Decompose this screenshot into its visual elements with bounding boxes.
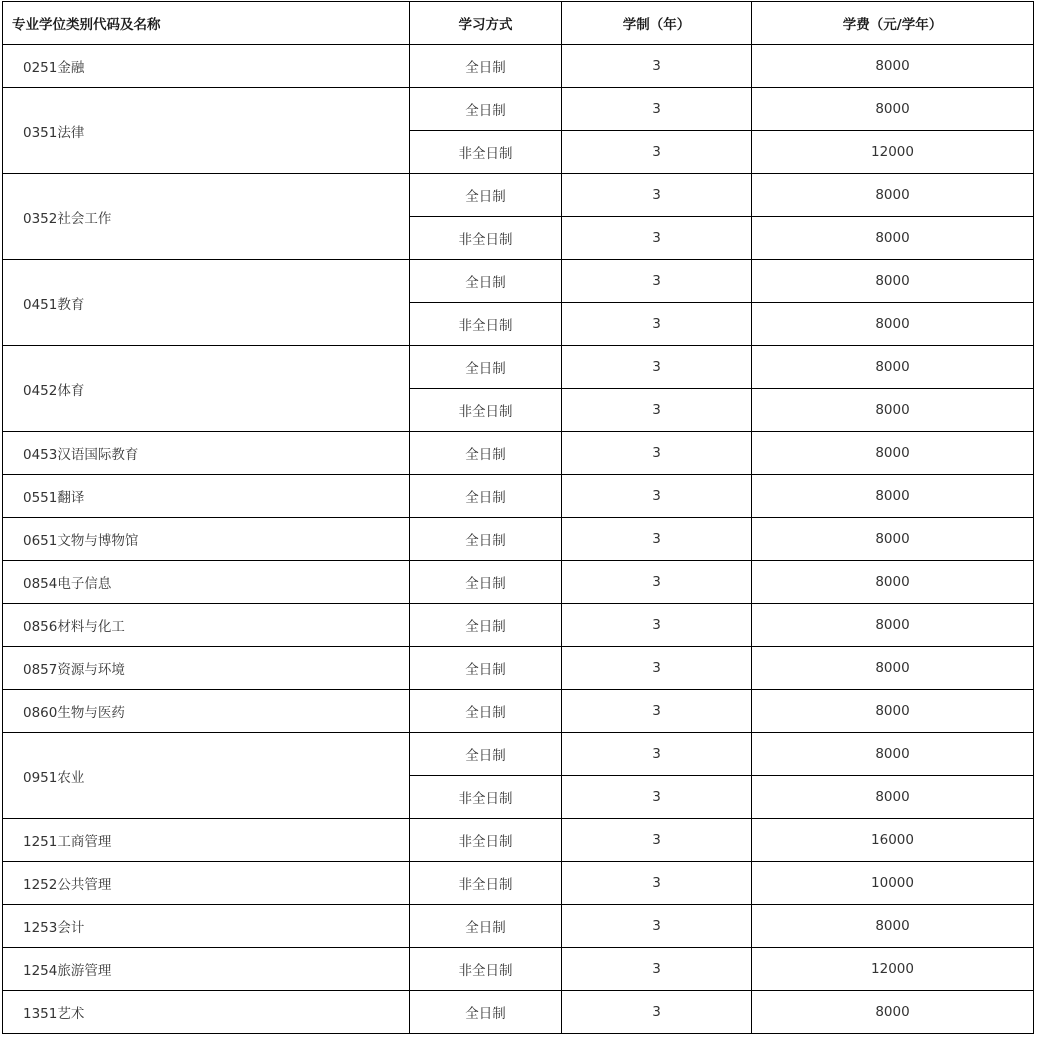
program-name-cell: 0854电子信息 [3,561,410,604]
program-name-cell: 1253会计 [3,905,410,948]
fee-table [2,1,1034,1034]
table-row [3,518,1034,561]
table-row [3,819,1034,862]
duration-cell: 3 [562,475,752,518]
study-mode-cell: 全日制 [410,88,562,131]
study-mode-cell: 非全日制 [410,819,562,862]
program-name-cell: 0251金融 [3,45,410,88]
tuition-cell: 8000 [752,776,1034,819]
tuition-cell: 8000 [752,518,1034,561]
table-row [3,647,1034,690]
table-row [3,475,1034,518]
program-name-cell: 0451教育 [3,260,410,346]
study-mode-cell: 非全日制 [410,389,562,432]
duration-cell: 3 [562,174,752,217]
tuition-cell: 8000 [752,217,1034,260]
table-row [3,346,1034,389]
tuition-cell: 16000 [752,819,1034,862]
duration-cell: 3 [562,88,752,131]
tuition-cell: 12000 [752,948,1034,991]
duration-cell: 3 [562,561,752,604]
program-name-cell: 0856材料与化工 [3,604,410,647]
table-body [3,45,1034,1034]
table-row [3,733,1034,776]
tuition-cell: 8000 [752,647,1034,690]
study-mode-cell: 全日制 [410,174,562,217]
tuition-cell: 8000 [752,389,1034,432]
table-row [3,948,1034,991]
tuition-cell: 8000 [752,604,1034,647]
study-mode-cell: 非全日制 [410,131,562,174]
tuition-cell: 8000 [752,88,1034,131]
study-mode-cell: 非全日制 [410,948,562,991]
duration-cell: 3 [562,862,752,905]
study-mode-cell: 全日制 [410,518,562,561]
study-mode-cell: 非全日制 [410,303,562,346]
duration-cell: 3 [562,217,752,260]
program-name-cell: 0857资源与环境 [3,647,410,690]
duration-cell: 3 [562,905,752,948]
study-mode-cell: 全日制 [410,45,562,88]
study-mode-cell: 全日制 [410,561,562,604]
study-mode-cell: 全日制 [410,905,562,948]
duration-cell: 3 [562,948,752,991]
tuition-cell: 8000 [752,260,1034,303]
program-name-cell: 1351艺术 [3,991,410,1034]
header-duration: 学制（年） [562,2,752,45]
duration-cell: 3 [562,819,752,862]
table-header [3,2,1034,45]
tuition-cell: 8000 [752,991,1034,1034]
study-mode-cell: 全日制 [410,432,562,475]
tuition-cell: 10000 [752,862,1034,905]
program-name-cell: 0351法律 [3,88,410,174]
duration-cell: 3 [562,518,752,561]
header-program-name: 专业学位类别代码及名称 [3,2,410,45]
study-mode-cell: 全日制 [410,647,562,690]
tuition-cell: 8000 [752,733,1034,776]
study-mode-cell: 非全日制 [410,217,562,260]
table-row [3,905,1034,948]
program-name-cell: 0860生物与医药 [3,690,410,733]
study-mode-cell: 全日制 [410,260,562,303]
study-mode-cell: 全日制 [410,475,562,518]
duration-cell: 3 [562,45,752,88]
tuition-cell: 8000 [752,432,1034,475]
study-mode-cell: 非全日制 [410,776,562,819]
tuition-cell: 8000 [752,475,1034,518]
tuition-cell: 8000 [752,346,1034,389]
table-row [3,260,1034,303]
program-name-cell: 1251工商管理 [3,819,410,862]
table-row [3,604,1034,647]
header-tuition: 学费（元/学年） [752,2,1034,45]
table-row [3,561,1034,604]
tuition-cell: 8000 [752,303,1034,346]
program-name-cell: 0651文物与博物馆 [3,518,410,561]
program-name-cell: 1252公共管理 [3,862,410,905]
study-mode-cell: 全日制 [410,346,562,389]
study-mode-cell: 全日制 [410,690,562,733]
tuition-fee-table [2,1,1033,1034]
study-mode-cell: 全日制 [410,991,562,1034]
duration-cell: 3 [562,260,752,303]
duration-cell: 3 [562,131,752,174]
study-mode-cell: 非全日制 [410,862,562,905]
tuition-cell: 8000 [752,45,1034,88]
tuition-cell: 8000 [752,561,1034,604]
program-name-cell: 1254旅游管理 [3,948,410,991]
duration-cell: 3 [562,346,752,389]
program-name-cell: 0452体育 [3,346,410,432]
table-row [3,45,1034,88]
duration-cell: 3 [562,389,752,432]
duration-cell: 3 [562,690,752,733]
table-row [3,88,1034,131]
duration-cell: 3 [562,733,752,776]
tuition-cell: 8000 [752,174,1034,217]
duration-cell: 3 [562,647,752,690]
table-row [3,991,1034,1034]
duration-cell: 3 [562,604,752,647]
duration-cell: 3 [562,432,752,475]
header-row [3,2,1034,45]
tuition-cell: 8000 [752,690,1034,733]
table-row [3,174,1034,217]
tuition-cell: 12000 [752,131,1034,174]
duration-cell: 3 [562,303,752,346]
study-mode-cell: 全日制 [410,733,562,776]
table-row [3,862,1034,905]
program-name-cell: 0453汉语国际教育 [3,432,410,475]
tuition-cell: 8000 [752,905,1034,948]
table-row [3,432,1034,475]
table-row [3,690,1034,733]
duration-cell: 3 [562,991,752,1034]
program-name-cell: 0951农业 [3,733,410,819]
header-study-mode: 学习方式 [410,2,562,45]
program-name-cell: 0551翻译 [3,475,410,518]
program-name-cell: 0352社会工作 [3,174,410,260]
study-mode-cell: 全日制 [410,604,562,647]
duration-cell: 3 [562,776,752,819]
